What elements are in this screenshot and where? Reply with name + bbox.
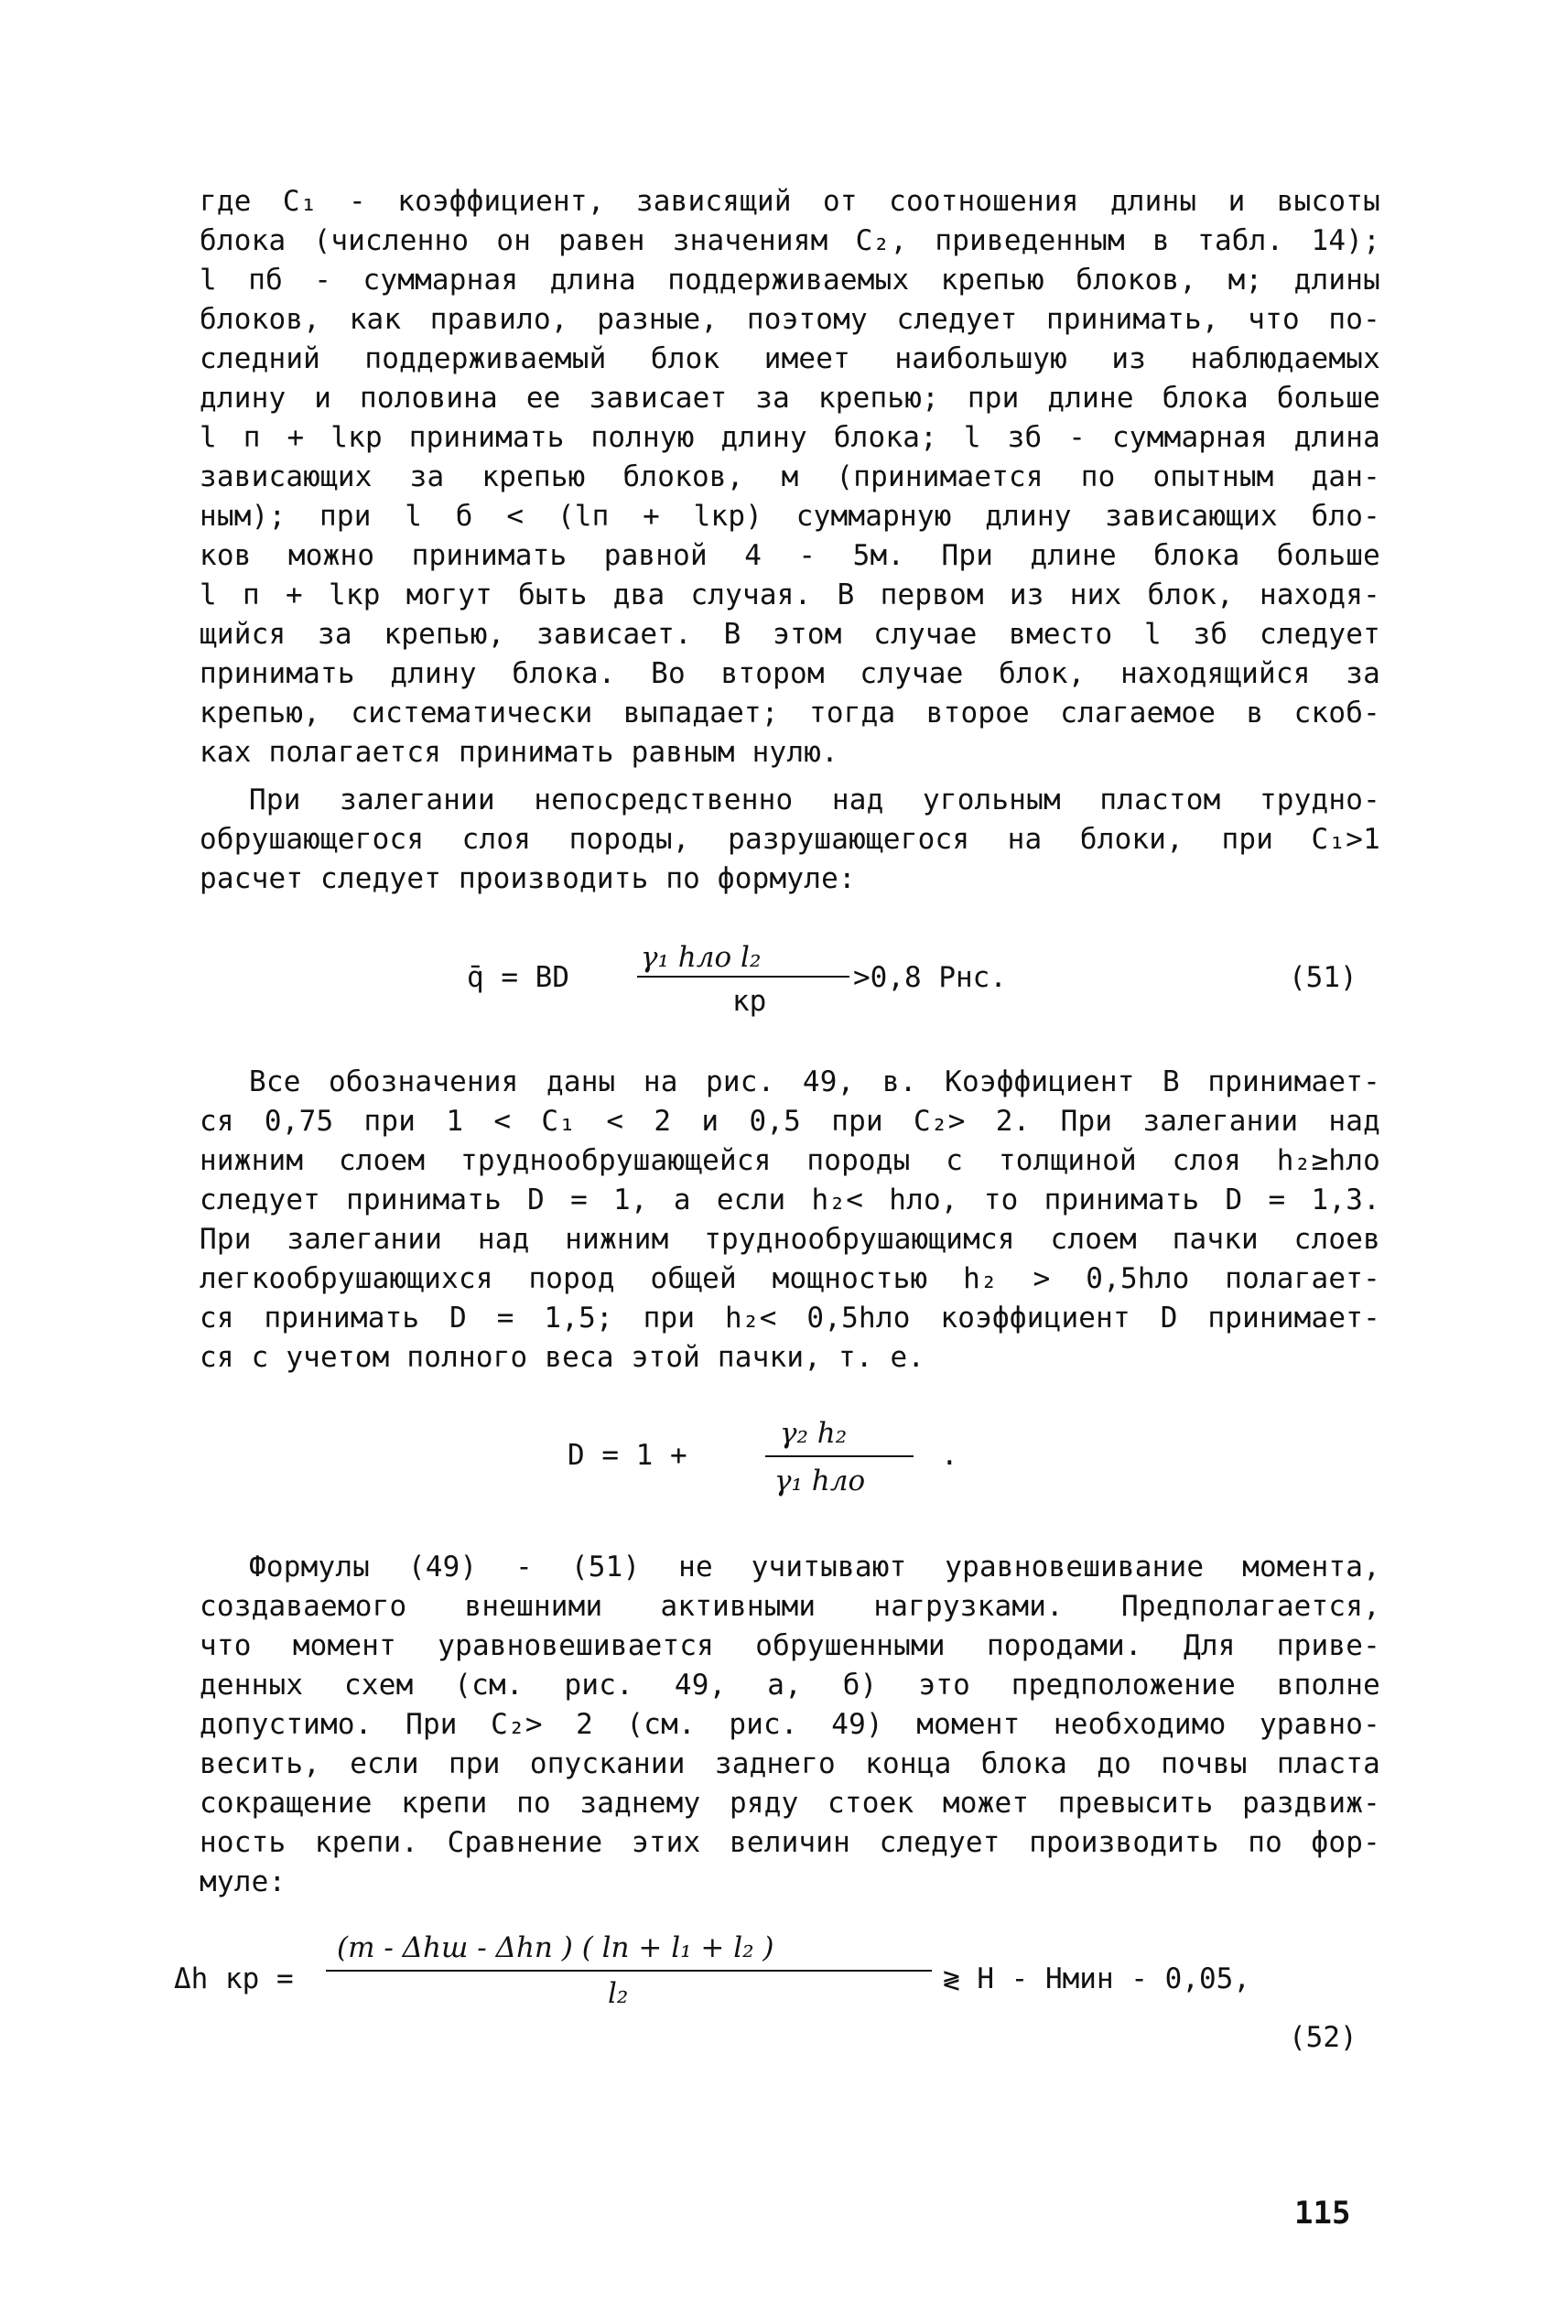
text-line: расчет следует производить по формуле: (200, 862, 856, 895)
text-line: l п + lкр принимать полную длину блока; l зб - суммарная длина (200, 421, 1380, 454)
formula-52-denominator: l₂ (608, 1977, 629, 2010)
formula-d-fraction-bar (765, 1455, 914, 1457)
text-line: ся 0,75 при 1 < C₁ < 2 и 0,5 при C₂> 2. При залегании над (200, 1105, 1380, 1138)
text-line: что момент уравновешивается обрушенными породами. Для приве- (200, 1629, 1380, 1662)
text-line: обрушающегося слоя породы, разрушающегося на блоки, при C₁>1 (200, 823, 1380, 856)
formula-d-denominator: γ₁ hло (774, 1465, 866, 1497)
text-line: легкообрушающихся пород общей мощностью h₂ > 0,5hло полагает- (200, 1262, 1380, 1295)
page-number: 115 (1294, 2195, 1351, 2232)
equation-number-52: (52) (1289, 2021, 1357, 2054)
text-line: принимать длину блока. Во втором случае блок, находящийся за (200, 657, 1380, 690)
text-line: крепью, систематически выпадает; тогда второе слагаемое в скоб- (200, 697, 1380, 730)
text-line: весить, если при опускании заднего конца блока до почвы пласта (200, 1747, 1380, 1780)
text-line: муле: (200, 1865, 287, 1898)
text-line: При залегании непосредственно над угольным пластом трудно- (249, 784, 1380, 816)
formula-51-lhs: q̄ = BD (467, 961, 569, 994)
text-line: щийся за крепью, зависает. В этом случае вместо l зб следует (200, 618, 1380, 651)
equation-number-51: (51) (1289, 961, 1357, 994)
text-line: блока (численно он равен значениям C₂, приведенным в табл. 14); (200, 224, 1380, 257)
formula-51-rhs: >0,8 Pнс. (853, 961, 1007, 994)
text-line: денных схем (см. рис. 49, а, б) это предположение вполне (200, 1669, 1380, 1702)
text-line: где C₁ - коэффициент, зависящий от соотношения длины и высоты (200, 185, 1380, 218)
text-line: длину и половина ее зависает за крепью; при длине блока больше (200, 382, 1380, 415)
text-line: Все обозначения даны на рис. 49, в. Коэффициент B принимает- (249, 1065, 1380, 1098)
formula-d-tail: . (941, 1439, 958, 1472)
text-line: При залегании над нижним труднообрушающимся слоем пачки слоев (200, 1223, 1380, 1256)
text-line: ся с учетом полного веса этой пачки, т. е. (200, 1341, 925, 1374)
text-line: создаваемого внешними активными нагрузками. Предполагается, (200, 1590, 1380, 1623)
text-line: следний поддерживаемый блок имеет наибольшую из наблюдаемых (200, 342, 1380, 375)
formula-d-numerator: γ₂ h₂ (780, 1417, 848, 1450)
formula-52-numerator: (m - Δhш - Δhп ) ( lп + l₁ + l₂ ) (337, 1931, 774, 1964)
formula-51-numerator: γ₁ hло l₂ (641, 941, 762, 974)
text-line: следует принимать D = 1, а если h₂< hло, то принимать D = 1,3. (200, 1184, 1380, 1216)
text-line: блоков, как правило, разные, поэтому следует принимать, что по- (200, 303, 1380, 336)
formula-51-fraction-bar (637, 976, 849, 978)
formula-51-denominator: кр (732, 985, 767, 1018)
text-line: Формулы (49) - (51) не учитывают уравновешивание момента, (249, 1551, 1380, 1584)
text-line: нижним слоем труднообрушающейся породы с толщиной слоя h₂≥hло (200, 1144, 1380, 1177)
text-line: допустимо. При C₂> 2 (см. рис. 49) момент необходимо уравно- (200, 1708, 1380, 1741)
text-line: зависающих за крепью блоков, м (принимается по опытным дан- (200, 460, 1380, 493)
formula-52-fraction-bar (326, 1970, 932, 1972)
text-line: l пб - суммарная длина поддерживаемых крепью блоков, м; длины (200, 264, 1380, 297)
text-line: ным); при l б < (lп + lкр) суммарную длину зависающих бло- (200, 500, 1380, 533)
text-line: ках полагается принимать равным нулю. (200, 736, 838, 769)
text-line: l п + lкр могут быть два случая. В первом из них блок, находя- (200, 578, 1380, 611)
formula-d-lhs: D = 1 + (568, 1439, 687, 1472)
text-line: ся принимать D = 1,5; при h₂< 0,5hло коэффициент D принимает- (200, 1302, 1380, 1335)
text-line: ков можно принимать равной 4 - 5м. При длине блока больше (200, 539, 1380, 572)
formula-52-lhs: Δh кр = (174, 1962, 294, 1995)
text-line: сокращение крепи по заднему ряду стоек может превысить раздвиж- (200, 1787, 1380, 1820)
formula-52-rhs: ≷ H - Hмин - 0,05, (943, 1962, 1250, 1995)
text-line: ность крепи. Сравнение этих величин следует производить по фор- (200, 1826, 1380, 1859)
